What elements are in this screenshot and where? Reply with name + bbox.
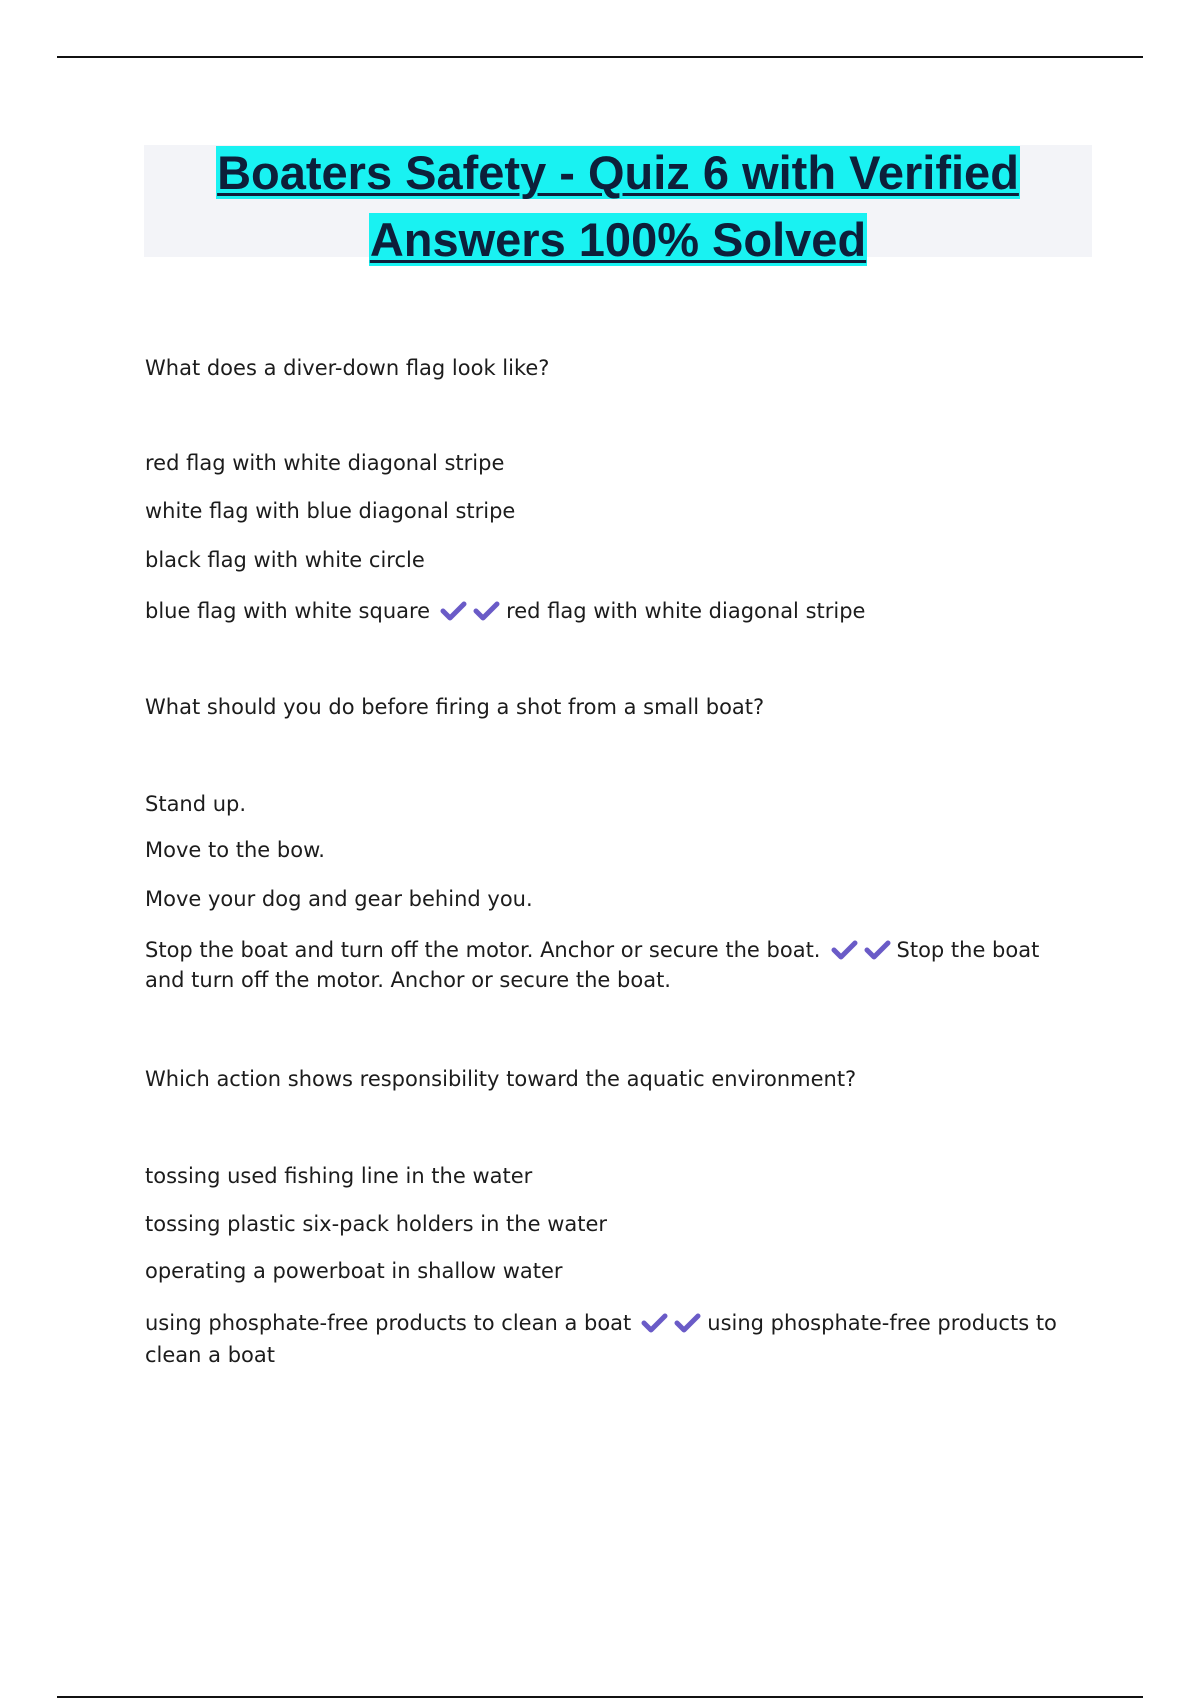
question-3-option-2: tossing plastic six-pack holders in the water (145, 1212, 608, 1236)
check-icon (473, 600, 500, 622)
check-icon (864, 939, 891, 961)
question-2-option-2: Move to the bow. (145, 838, 325, 862)
page-title-line-1: Boaters Safety - Quiz 6 with Verified (217, 146, 1019, 199)
check-icon (674, 1312, 701, 1334)
question-2-option-3: Move your dog and gear behind you. (145, 887, 533, 911)
question-3: Which action shows responsibility toward the aquatic environment? (145, 1067, 857, 1091)
question-3-option-1: tossing used fishing line in the water (145, 1164, 533, 1188)
title-box (144, 145, 1092, 266)
check-icon (641, 1312, 668, 1334)
question-3-option-4: using phosphate-free products to clean a boat (145, 1311, 632, 1335)
top-rule (57, 56, 1143, 58)
question-3-option-3: operating a powerboat in shallow water (145, 1259, 563, 1283)
question-1: What does a diver-down flag look like? (145, 356, 550, 380)
question-1-option-3: black flag with white circle (145, 548, 425, 572)
question-3-answer-line (145, 1307, 1085, 1371)
page-title-line-2: Answers 100% Solved (369, 213, 867, 266)
question-2-answer: Stop the boat and turn off the motor. Anchor or secure the boat. (145, 938, 1040, 992)
check-icon (831, 939, 858, 961)
question-2-option-1: Stand up. (145, 792, 247, 816)
question-1-option-4: blue flag with white square (145, 599, 431, 623)
question-2-option-4: Stop the boat and turn off the motor. Anchor or secure the boat. (145, 938, 821, 962)
question-1-answer-line (145, 595, 865, 627)
check-icon (440, 600, 467, 622)
question-1-option-2: white flag with blue diagonal stripe (145, 499, 516, 523)
question-1-answer: red flag with white diagonal stripe (506, 599, 866, 623)
bottom-rule (57, 1696, 1143, 1698)
question-2-answer-line (145, 935, 1085, 995)
title-line-1 (144, 145, 1092, 212)
title-line-2 (144, 212, 1092, 279)
question-2: What should you do before firing a shot from a small boat? (145, 695, 765, 719)
question-3-answer: using phosphate-free products to clean a boat (145, 1311, 1057, 1367)
question-1-option-1: red flag with white diagonal stripe (145, 451, 505, 475)
